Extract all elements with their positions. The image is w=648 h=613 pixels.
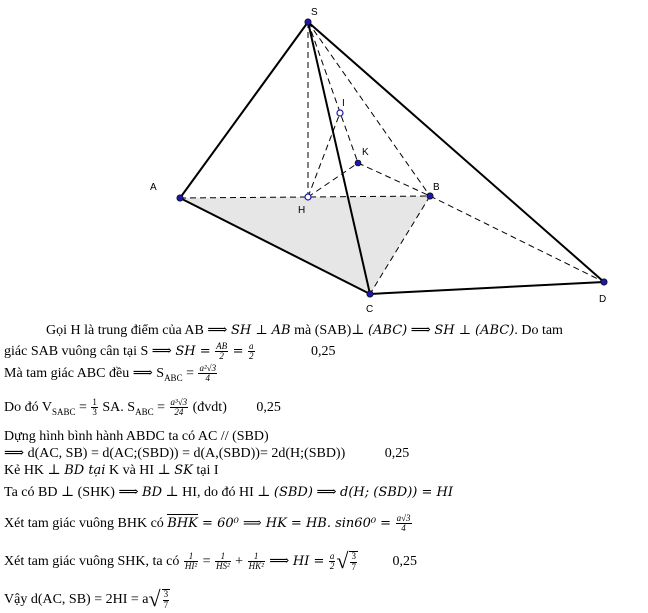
- line-4: Do đó $V_{SABC}$ = $\frac{1}{3}$ SA. $S_{ABC}$ = $\frac{\text{a³√3}}{24}$ (đvdt) 0,25: [4, 397, 281, 418]
- point-D: [601, 279, 607, 285]
- edge-CD: [370, 282, 604, 294]
- line-6: ⟹ d(AC, SB) = d(AC;(SBD)) = d(A,(SBD))= 2d(H;(SBD)) 0,25: [4, 446, 410, 461]
- edge-BD: [430, 196, 604, 282]
- score: 0,25: [392, 554, 417, 569]
- line-5: Dựng hình bình hành ABDC ta có AC // (SBD): [4, 429, 269, 444]
- fraction: $\frac{1}{\text{HS²}}$: [215, 550, 230, 572]
- label-D: D: [599, 294, 607, 305]
- label-S: S: [311, 7, 318, 18]
- point-H: [305, 194, 311, 200]
- point-B: [427, 193, 433, 199]
- fraction: $\frac{AB}{2}$: [216, 341, 228, 362]
- edge-HI: [308, 113, 340, 197]
- sqrt-fraction: $\frac{3}{7}$: [351, 551, 356, 572]
- sqrt-fraction: $\frac{3}{7}$: [163, 589, 169, 610]
- label-A: A: [150, 182, 157, 193]
- point-I: [337, 110, 343, 116]
- fraction: $\frac{1}{\text{HI²}}$: [184, 550, 198, 572]
- sqrt-sign: √: [148, 586, 161, 611]
- fraction: $\frac{a}{2}$: [329, 550, 335, 572]
- score: 0,25: [384, 446, 410, 461]
- point-A: [177, 195, 183, 201]
- line-9: Xét tam giác vuông BHK có BHK = 60⁰ ⟹ HK = HB. sin60⁰ = $\frac{a√3}{4}$: [4, 513, 411, 534]
- score: 0,25: [311, 344, 336, 360]
- label-H: H: [298, 205, 306, 216]
- line-7: Kẻ HK ⊥ BD tại K và HI ⊥ SK tại I: [4, 463, 219, 478]
- line-2: giác SAB vuông cân tại S ⟹ SH = $\frac{AB}{2}$ = $\frac{a}{2}$ 0,25: [4, 341, 336, 362]
- line-3: Mà tam giác ABC đều ⟹ $S_{ABC}$ = $\frac{\text{a²√3}}{4}$: [4, 363, 217, 384]
- label-C: C: [366, 304, 374, 315]
- label-B: B: [433, 182, 440, 193]
- edge-KB: [358, 163, 430, 196]
- fraction: $\frac{\text{a³√3}}{24}$: [170, 397, 188, 418]
- line-10: Xét tam giác vuông SHK, ta có $\frac{1}{\text{HI²}}$ = $\frac{1}{\text{HS²}}$ + $\frac{1}{\text{HK²}}$ ⟹ HI = $\frac{a}{2}$ √ $\frac{3}{7}$ 0,25: [4, 548, 417, 573]
- fraction: $\frac{a}{2}$: [249, 341, 254, 362]
- edge-SB: [308, 22, 430, 196]
- sqrt-sign: √: [336, 548, 349, 573]
- label-I: I: [342, 98, 345, 109]
- label-K: K: [362, 147, 369, 158]
- fraction: $\frac{a√3}{4}$: [396, 513, 411, 534]
- score: 0,25: [256, 400, 281, 416]
- fraction: $\frac{\text{a²√3}}{4}$: [199, 363, 217, 384]
- edge-SA: [180, 22, 308, 198]
- point-K: [355, 160, 361, 166]
- fraction: $\frac{1}{\text{HK²}}$: [248, 550, 264, 572]
- point-S: [305, 19, 311, 25]
- edge-HK: [308, 163, 358, 197]
- line-8: Ta có BD ⊥ (SHK) ⟹ BD ⊥ HI, do đó HI ⊥ (SBD) ⟹ d(H; (SBD)) = HI: [4, 485, 453, 500]
- line-11: Vậy d(AC, SB) = 2HI = a√ $\frac{3}{7}$: [4, 586, 169, 611]
- point-C: [367, 291, 373, 297]
- fraction: $\frac{1}{3}$: [92, 397, 97, 418]
- line-1: Gọi H là trung điểm của AB ⟹ SH ⊥ AB mà (SAB)⊥ (ABC) ⟹ SH ⊥ (ABC). Do tam: [46, 323, 563, 338]
